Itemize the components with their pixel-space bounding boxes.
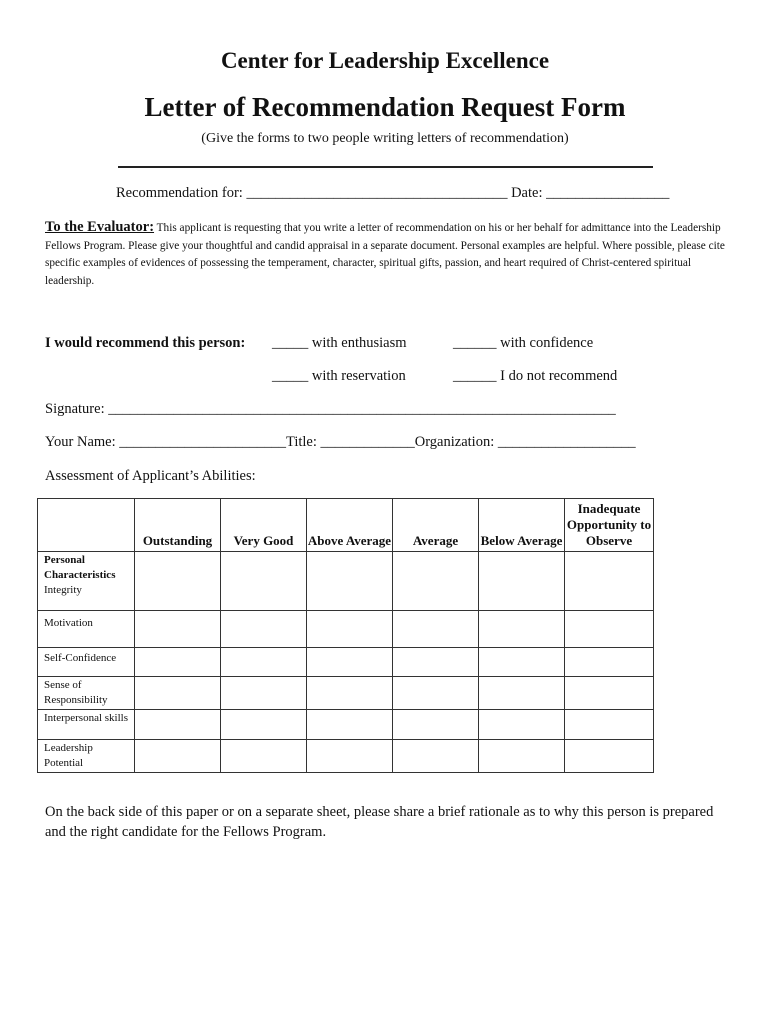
rating-cell[interactable] xyxy=(479,611,565,648)
rating-cell[interactable] xyxy=(135,552,221,611)
evaluator-instructions xyxy=(45,219,735,290)
rating-cell[interactable] xyxy=(479,710,565,740)
row-label-text: Motivation xyxy=(44,617,93,629)
rating-cell[interactable] xyxy=(393,648,479,677)
rating-cell[interactable] xyxy=(307,740,393,773)
evaluator-heading: To the Evaluator: xyxy=(45,219,155,235)
title-divider xyxy=(118,166,653,168)
rating-cell[interactable] xyxy=(479,677,565,710)
column-header-very-good: Very Good xyxy=(221,499,307,552)
rating-cell[interactable] xyxy=(479,648,565,677)
rating-cell[interactable] xyxy=(221,740,307,773)
rating-cell[interactable] xyxy=(307,552,393,611)
rating-cell[interactable] xyxy=(479,740,565,773)
evaluator-text: This applicant is requesting that you write a letter of recommendation on his or her behalf for admittance into the Leadership Fellows Program. Please give your thoughtful and candid appraisal in a separate document. Personal examples are helpful. Where possible, please cite specific examples of evidences of possessing the temperament, character, spiritual gifts, passion, and heart required of Christ-centered spiritual leadership. xyxy=(45,222,725,287)
organization-title: Center for Leadership Excellence xyxy=(220,48,550,73)
rating-cell[interactable] xyxy=(393,677,479,710)
rating-cell[interactable] xyxy=(479,552,565,611)
rating-cell[interactable] xyxy=(393,552,479,611)
table-row xyxy=(38,710,654,740)
table-row xyxy=(38,552,654,611)
column-header-average: Average xyxy=(393,499,479,552)
form-title: Letter of Recommendation Request Form xyxy=(144,92,626,122)
row-label xyxy=(38,710,135,740)
column-header-inadequate-opportunity: Inadequate Opportunity to Observe xyxy=(565,499,654,552)
rating-cell[interactable] xyxy=(307,677,393,710)
recommendation-for-date-line[interactable]: Recommendation for: ____________________________________ Date: _________________ xyxy=(116,185,670,201)
row-label xyxy=(38,740,135,773)
table-header-row xyxy=(38,499,654,552)
recommend-label: I would recommend this person: xyxy=(45,335,246,351)
rating-cell[interactable] xyxy=(221,677,307,710)
table-row xyxy=(38,677,654,710)
row-label xyxy=(38,648,135,677)
signature-line[interactable]: Signature: ______________________________________________________________________ xyxy=(45,401,616,417)
row-label xyxy=(38,677,135,710)
rating-cell[interactable] xyxy=(221,611,307,648)
rating-cell[interactable] xyxy=(565,677,654,710)
closing-instructions: On the back side of this paper or on a separate sheet, please share a brief rationale as to why this person is prepared and the right candidate for the Fellows Program. xyxy=(45,804,714,840)
assessment-label: Assessment of Applicant’s Abilities: xyxy=(45,468,256,484)
rating-cell[interactable] xyxy=(565,710,654,740)
rating-cell[interactable] xyxy=(565,648,654,677)
rating-cell[interactable] xyxy=(393,740,479,773)
table-row xyxy=(38,648,654,677)
option-confidence[interactable]: ______ with confidence xyxy=(453,335,594,351)
column-header-outstanding: Outstanding xyxy=(135,499,221,552)
rating-cell[interactable] xyxy=(307,611,393,648)
row-label xyxy=(38,611,135,648)
name-title-organization-line[interactable]: Your Name: _______________________Title: _____________Organization: ___________________ xyxy=(45,434,636,450)
row-label xyxy=(38,552,135,611)
option-enthusiasm[interactable]: _____ with enthusiasm xyxy=(272,335,407,351)
row-label-text: Self-Confidence xyxy=(44,652,117,664)
rating-cell[interactable] xyxy=(135,710,221,740)
assessment-table xyxy=(37,498,654,773)
rating-cell[interactable] xyxy=(135,611,221,648)
column-header-below-average: Below Average xyxy=(479,499,565,552)
rating-cell[interactable] xyxy=(221,552,307,611)
rating-cell[interactable] xyxy=(565,740,654,773)
rating-cell[interactable] xyxy=(221,710,307,740)
rating-cell[interactable] xyxy=(135,740,221,773)
column-header-blank xyxy=(38,499,135,552)
row-label-text: Leadership Potential xyxy=(44,742,93,769)
rating-cell[interactable] xyxy=(393,611,479,648)
row-label-text: Sense of Responsibility xyxy=(44,679,108,706)
table-row xyxy=(38,611,654,648)
rating-cell[interactable] xyxy=(307,710,393,740)
rating-cell[interactable] xyxy=(393,710,479,740)
form-subtitle: (Give the forms to two people writing letters of recommendation) xyxy=(201,131,569,146)
rating-cell[interactable] xyxy=(221,648,307,677)
rating-cell[interactable] xyxy=(307,648,393,677)
rating-cell[interactable] xyxy=(135,648,221,677)
row-label-text: Integrity xyxy=(44,584,82,596)
column-header-above-average: Above Average xyxy=(307,499,393,552)
table-row xyxy=(38,740,654,773)
option-do-not-recommend[interactable]: ______ I do not recommend xyxy=(453,368,618,384)
option-reservation[interactable]: _____ with reservation xyxy=(272,368,406,384)
row-section-label: Personal Characteristics xyxy=(44,554,116,581)
rating-cell[interactable] xyxy=(565,552,654,611)
rating-cell[interactable] xyxy=(135,677,221,710)
rating-cell[interactable] xyxy=(565,611,654,648)
row-label-text: Interpersonal skills xyxy=(44,712,129,724)
